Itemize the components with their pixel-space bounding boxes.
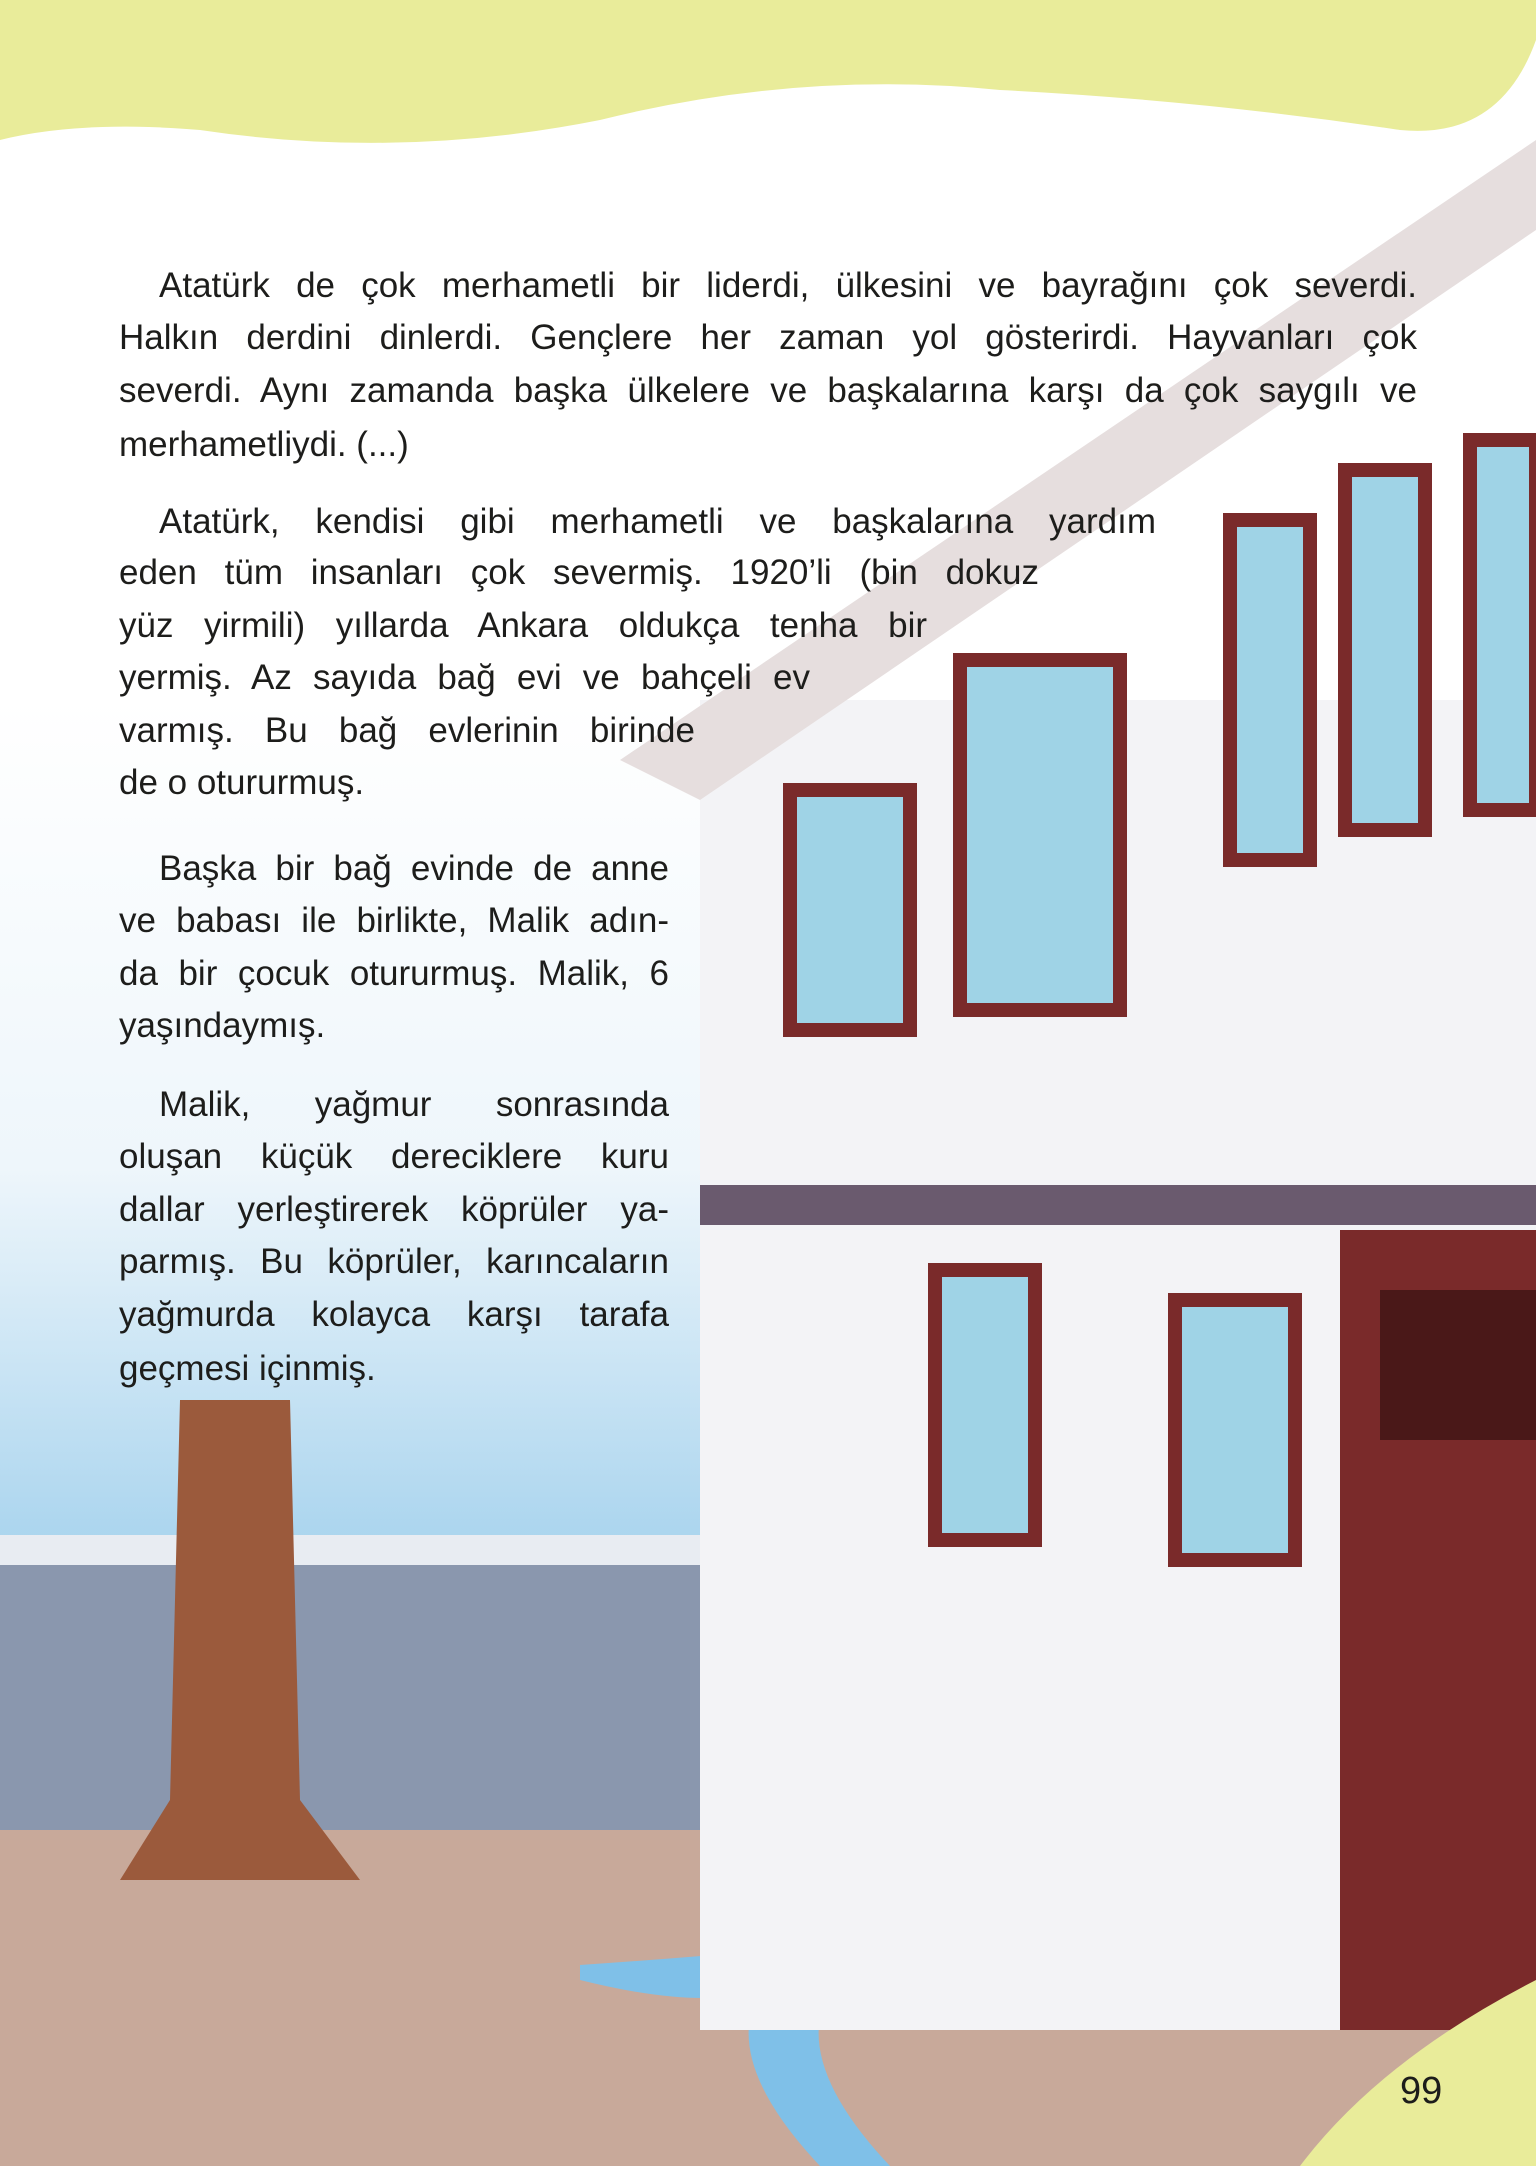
text-line: varmış. Bu bağ evlerinin birinde: [119, 711, 695, 750]
text-line: eden tüm insanları çok severmiş. 1920’li (bin dokuz: [119, 553, 1039, 592]
text-line: geçmesi içinmiş.: [119, 1349, 376, 1388]
text-line: yaşındaymış.: [119, 1006, 326, 1045]
top-banner: [0, 0, 1536, 143]
text-line: yağmurda kolayca karşı tarafa: [119, 1295, 669, 1334]
text-line: Atatürk de çok merhametli bir liderdi, ülkesini ve bayrağını çok severdi.: [159, 266, 1417, 305]
text-line: yüz yirmili) yıllarda Ankara oldukça tenha bir: [119, 606, 927, 645]
text-line: de o otururmuş.: [119, 763, 365, 802]
text-line: merhametliydi. (...): [119, 425, 409, 464]
text-line: Malik, yağmur sonrasında: [159, 1085, 669, 1124]
text-line: oluşan küçük dereciklere kuru: [119, 1137, 669, 1176]
text-line: Atatürk, kendisi gibi merhametli ve başkalarına yardım: [159, 502, 1156, 541]
text-line: yermiş. Az sayıda bağ evi ve bahçeli ev: [119, 658, 810, 697]
page-number: 99: [1400, 2070, 1443, 2112]
text-line: Başka bir bağ evinde de anne: [159, 849, 669, 888]
text-line: da bir çocuk otururmuş. Malik, 6: [119, 954, 669, 993]
text-line: dallar yerleştirerek köprüler ya-: [119, 1190, 669, 1229]
text-line: ve babası ile birlikte, Malik adın-: [119, 901, 669, 940]
text-line: parmış. Bu köprüler, karıncaların: [119, 1242, 669, 1281]
text-line: severdi. Aynı zamanda başka ülkelere ve başkalarına karşı da çok saygılı ve: [119, 371, 1417, 410]
text-line: Halkın derdini dinlerdi. Gençlere her zaman yol gösterirdi. Hayvanları çok: [119, 318, 1417, 357]
